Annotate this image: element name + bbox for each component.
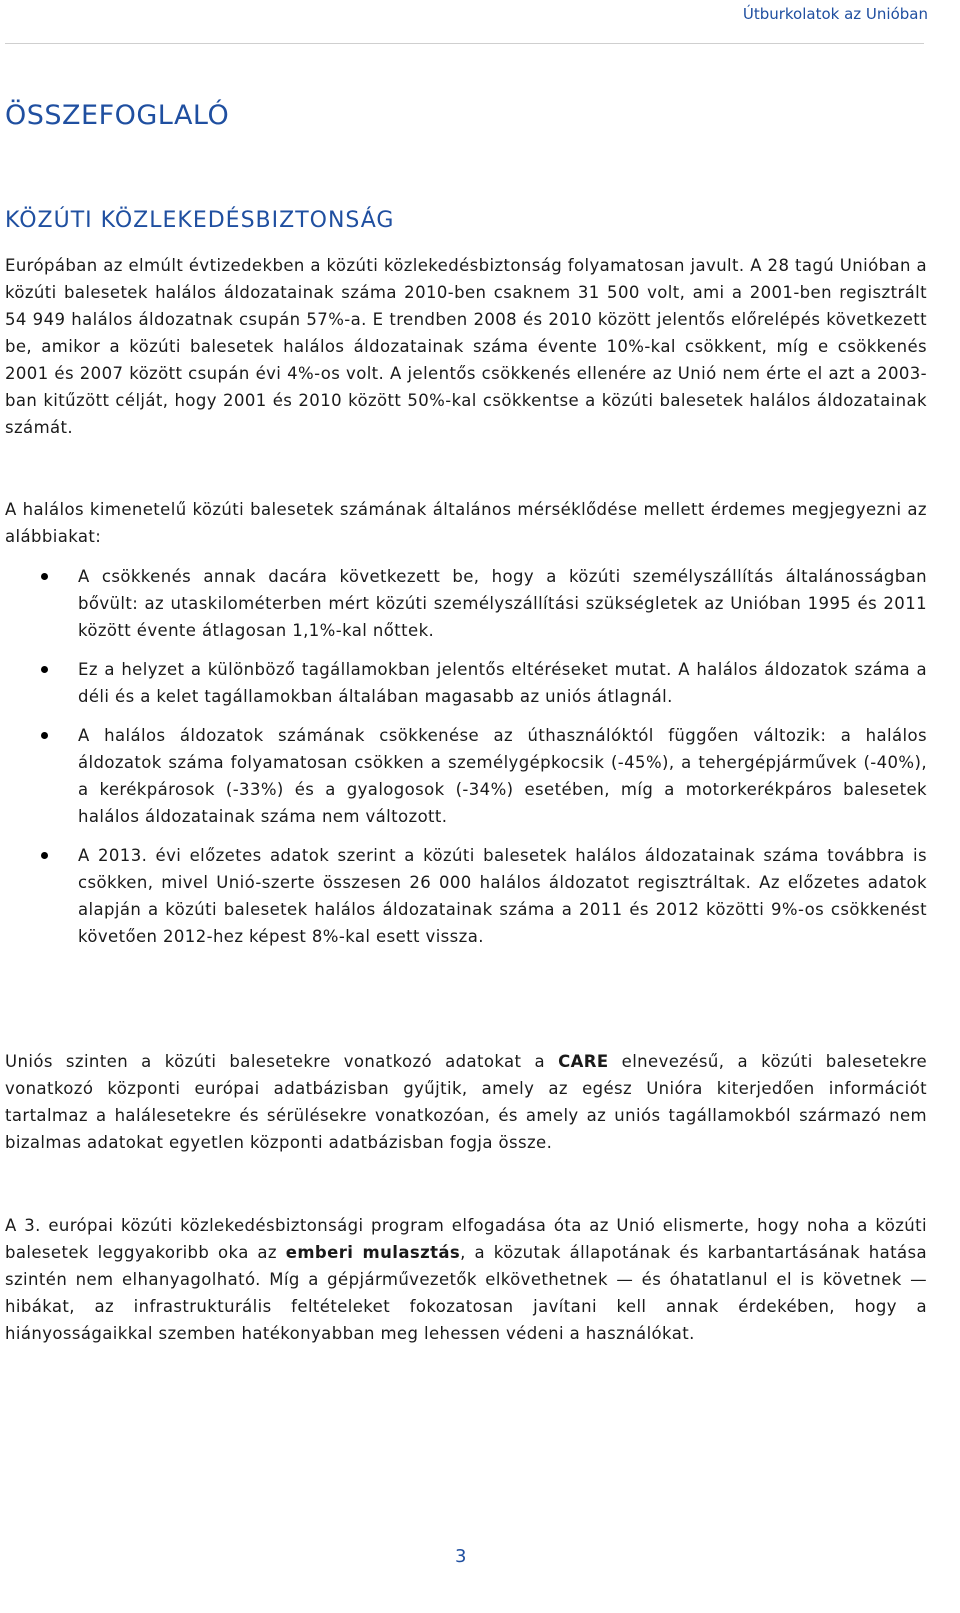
intro-paragraph: Európában az elmúlt évtizedekben a közúti közlekedésbiztonság folyamatosan javult. A 28 tagú Unióban a közúti balesetek halálos áldozatainak száma 2010-ben csaknem 31 500 volt, ami a 2001-ben regisztrált 54 949 halálos áldozatnak csupán 57%-a. E trendben 2008 és 2010 között jelentős előrelépés következett be, amikor a közúti balesetek halálos áldozatainak száma évente 10%-kal csökkent, míg e csökkenés 2001 és 2007 között csupán évi 4%-os volt. A jelentős csökkenés ellenére az Unió nem érte el azt a 2003-ban kitűzött célját, hogy 2001 és 2010 között 50%-kal csökkentse a közúti balesetek halálos áldozatainak számát. <box>5 256 927 437</box>
list-item <box>5 722 927 830</box>
list-item <box>5 842 927 950</box>
list-item-text: A csökkenés annak dacára következett be, hogy a közúti személyszállítás általánosságban bővült: az utaskilométerben mért közúti személyszállítási szükségletek az Unióban 1995 és 2011 között évente átlagosan 1,1%-kal nőttek. <box>78 567 927 640</box>
paragraph-text: A 3. európai közúti közlekedésbiztonsági program elfogadása óta az Unió elismerte, hogy noha a közúti balesetek leggyakoribb oka az <box>5 1216 927 1262</box>
human-error-term: emberi mulasztás <box>285 1243 461 1262</box>
paragraph-text: elnevezésű, a közúti balesetekre vonatkozó központi európai adatbázisban gyűjtik, amely az egész Unióra kiterjedően információt tartalmaz a halálesetekre és sérülésekre vonatkozóan, és amely az uniós tagállamokból származó nem bizalmas adatokat egyetlen központi adatbázisban fogja össze. <box>5 1052 927 1152</box>
bullet-icon <box>41 732 48 739</box>
page-number: 3 <box>455 1546 467 1567</box>
paragraph-text: Uniós szinten a közúti balesetekre vonatkozó adatokat a <box>5 1052 559 1071</box>
bullet-icon <box>41 573 48 580</box>
list-intro-paragraph: A halálos kimenetelű közúti balesetek számának általános mérséklődése mellett érdemes megjegyezni az alábbiakat: <box>5 500 927 546</box>
bullet-icon <box>41 666 48 673</box>
list-item-text: A 2013. évi előzetes adatok szerint a közúti balesetek halálos áldozatainak száma továbbra is csökken, mivel Unió-szerte összesen 26 000 halálos áldozatot regisztráltak. Az előzetes adatok alapján a közúti balesetek halálos áldozatainak száma a 2011 és 2012 közötti 9%-os csökkenést követően 2012-hez képest 8%-kal esett vissza. <box>78 846 927 946</box>
list-item-text: A halálos áldozatok számának csökkenése az úthasználóktól függően változik: a halálos áldozatok száma folyamatosan csökken a személygépkocsik (-45%), a tehergépjárművek (-40%), a kerékpárosok (-33%) és a gyalogosok (-34%) esetében, míg a motorkerékpáros balesetek halálos áldozatainak száma nem változott. <box>78 726 927 826</box>
care-database-paragraph <box>5 1048 927 1156</box>
bullet-icon <box>41 852 48 859</box>
section-title: ÖSSZEFOGLALÓ <box>5 100 230 131</box>
paragraph-text: , a közutak állapotának és karbantartásának hatása szintén nem elhanyagolható. Míg a gépjárművezetők elkövethetnek — és óhatatlanul el is követnek — hibákat, az infrastrukturális feltételeket fokozatosan javítani kell annak érdekében, hogy a hiányosságaikkal szemben hatékonyabban meg lehessen védeni a használókat. <box>5 1243 928 1343</box>
safety-program-paragraph <box>5 1212 927 1347</box>
list-item-text: Ez a helyzet a különböző tagállamokban jelentős eltéréseket mutat. A halálos áldozatok száma a déli és a kelet tagállamokban általában magasabb az uniós átlagnál. <box>78 660 927 706</box>
care-term: CARE <box>558 1052 609 1071</box>
list-item <box>5 656 927 710</box>
running-header: Útburkolatok az Unióban <box>742 5 928 23</box>
header-divider <box>5 43 924 44</box>
bullet-list <box>5 563 927 962</box>
subsection-title: KÖZÚTI KÖZLEKEDÉSBIZTONSÁG <box>5 208 395 233</box>
list-item <box>5 563 927 644</box>
